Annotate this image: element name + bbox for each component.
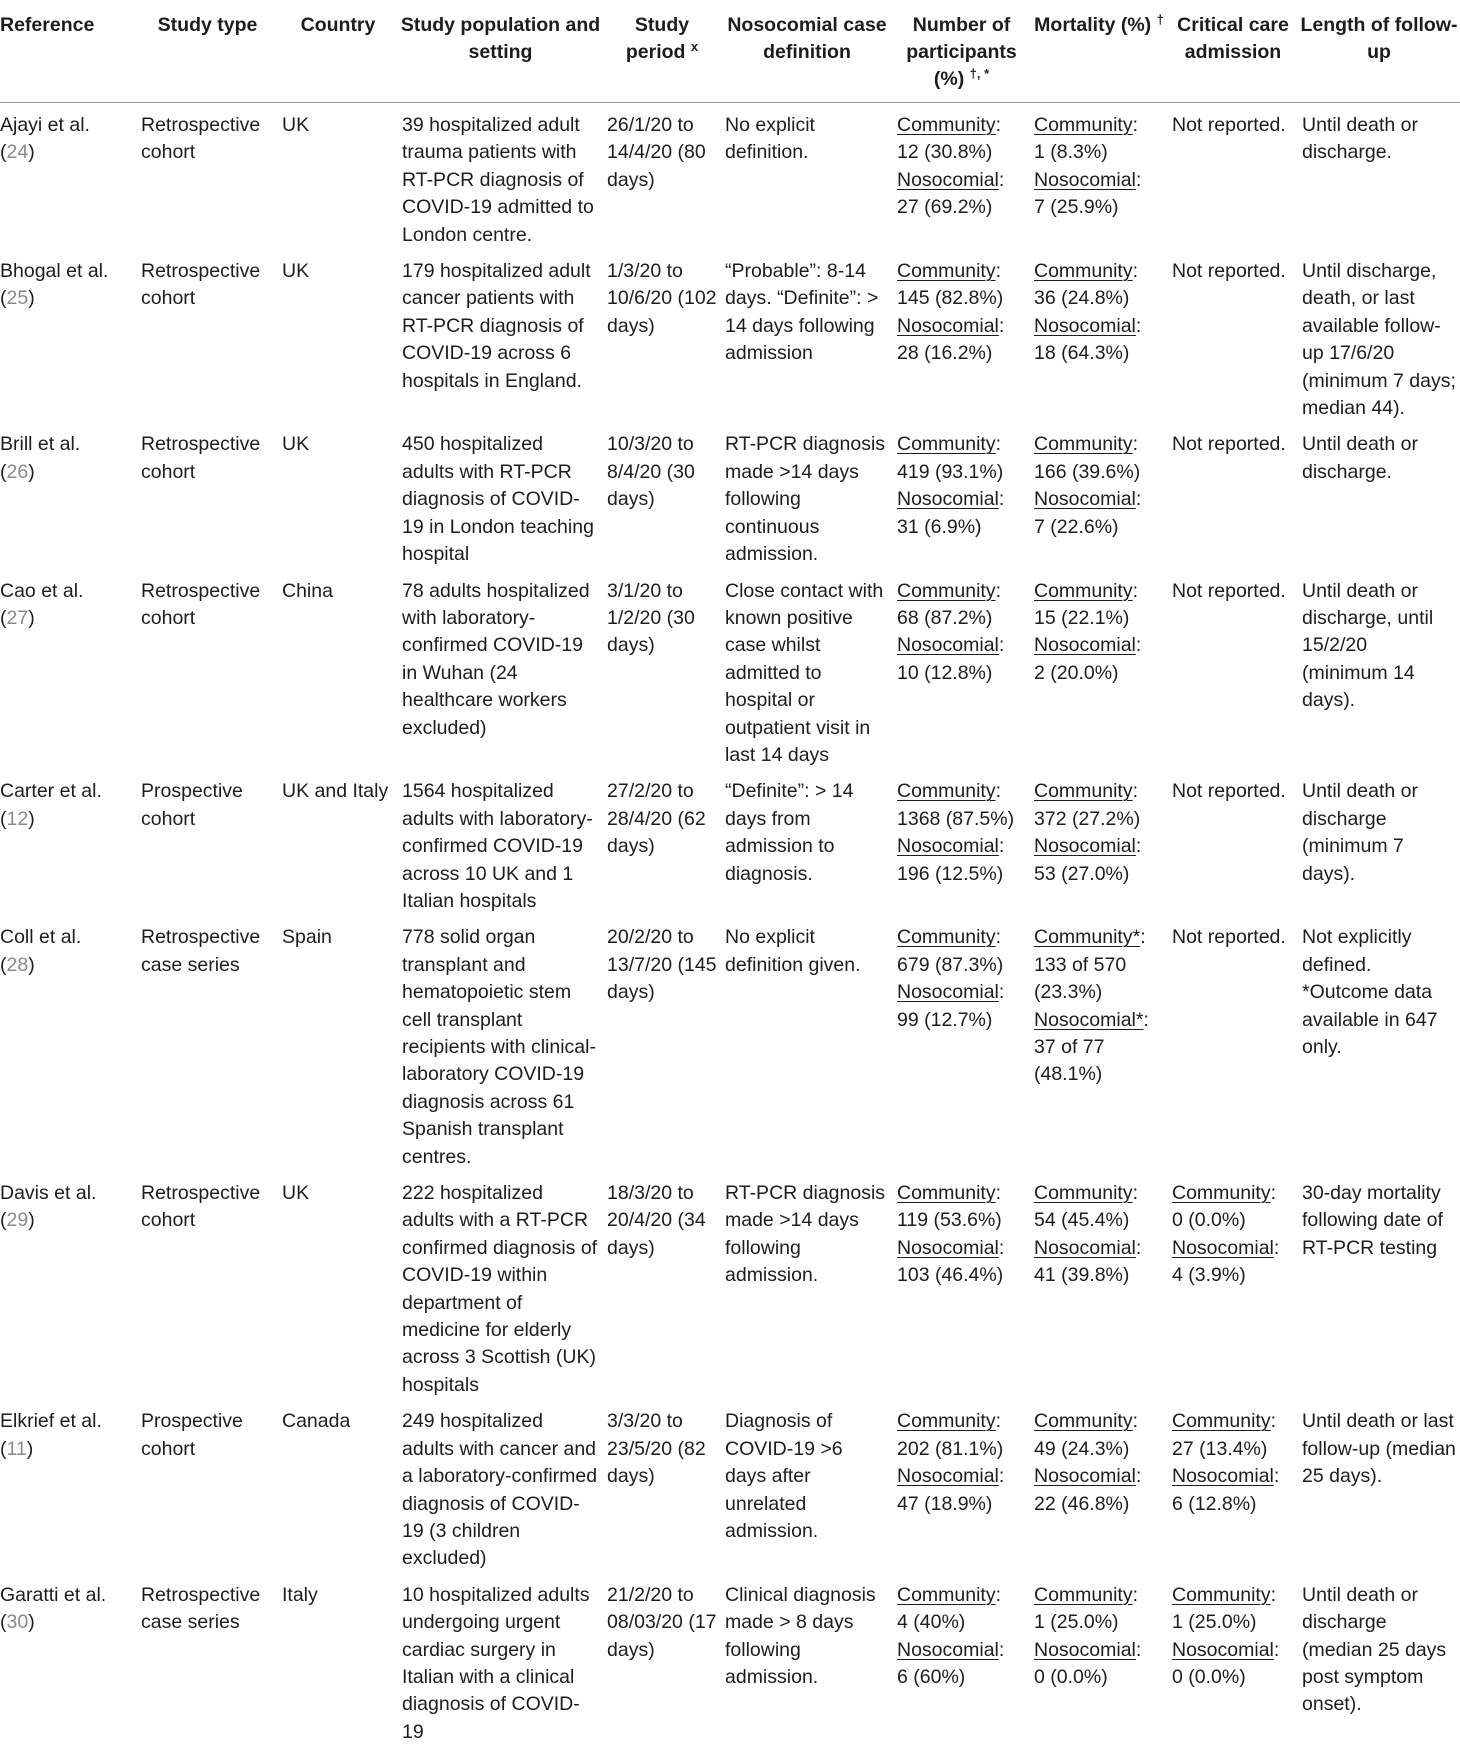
community-label: Community [1172,1182,1271,1205]
reference-link[interactable]: 26 [6,460,29,483]
community-value: 419 (93.1%) [897,460,1004,483]
mortality-cell [1030,769,1168,915]
community-value: 27 (13.4%) [1172,1437,1268,1460]
nosocomial-label: Nosocomial [1172,1638,1274,1661]
reference-link[interactable]: 12 [6,807,29,830]
reference-author: Bhogal et al. [0,260,109,283]
study-period-cell: 10/3/20 to 8/4/20 (30 days) [607,433,695,511]
community-value: 119 (53.6%) [897,1209,1002,1232]
column-header [137,0,278,103]
nosocomial-line: Nosocomial: [1034,1236,1142,1259]
column-header-text: Reference [0,14,95,36]
nosocomial-line: Nosocomial: [897,168,1005,191]
column-header-text: Mortality (%) [1034,14,1152,36]
nosocomial-value: 37 of 77 (48.1%) [1034,1036,1105,1086]
nosocomial-line: Nosocomial: [897,1465,1005,1488]
nosocomial-label: Nosocomial [1172,1465,1274,1488]
nosocomial-line: Nosocomial: [897,488,1005,511]
community-line: Community: [1034,260,1139,283]
case-definition-cell: Clinical diagnosis made > 8 days following admission. [725,1583,876,1688]
nosocomial-label: Nosocomial [897,835,999,858]
population-cell: 78 adults hospitalized with laboratory-confirmed COVID-19 in Wuhan (24 healthcare workers excluded) [402,579,590,739]
reference-author: Davis et al. [0,1182,97,1205]
case-definition-cell: “Probable”: 8-14 days. “Definite”: > 14 days following admission [725,260,879,365]
nosocomial-value: 28 (16.2%) [897,342,993,365]
critical-care-cell [1168,769,1298,915]
reference-link[interactable]: 29 [6,1209,29,1232]
population-cell: 450 hospitalized adults with RT-PCR diagnosis of COVID-19 in London teaching hospital [402,433,594,566]
nosocomial-value: 10 (12.8%) [897,661,993,684]
community-line: Community: [897,1410,1002,1433]
table-row [0,1171,1460,1399]
table-body [0,103,1460,1747]
nosocomial-value: 41 (39.8%) [1034,1264,1130,1287]
nosocomial-line: Nosocomial: [1034,314,1142,337]
table-row [0,569,1460,770]
community-line: Community: [1034,579,1139,602]
community-line: Community: [897,1583,1002,1606]
nosocomial-label: Nosocomial [1172,1236,1274,1259]
table-row [0,769,1460,915]
cell-text: Not reported. [1172,114,1286,136]
study-period-cell: 18/3/20 to 20/4/20 (34 days) [607,1182,706,1259]
nosocomial-line: Nosocomial: [897,634,1005,657]
reference-author: Elkrief et al. [0,1410,102,1433]
study-type-cell: Retrospective cohort [141,1182,261,1232]
community-label: Community [1034,1410,1133,1433]
reference-author: Ajayi et al. [0,114,90,136]
participants-cell [893,769,1030,915]
community-line: Community: [897,1182,1002,1205]
table-row [0,103,1460,250]
community-line: Community: [1034,1410,1139,1433]
nosocomial-line: Nosocomial: [1172,1465,1280,1488]
nosocomial-value: 53 (27.0%) [1034,862,1130,885]
reference-link[interactable]: 25 [6,287,29,310]
reference-author: Garatti et al. [0,1583,107,1606]
community-value: 372 (27.2%) [1034,807,1141,830]
study-type-cell: Retrospective cohort [141,433,261,483]
critical-care-cell [1168,249,1298,422]
follow-up-cell: Until death or discharge (median 25 days post symptom onset). [1302,1583,1447,1716]
nosocomial-label: Nosocomial [1034,835,1136,858]
nosocomial-label: Nosocomial [897,1465,999,1488]
column-header-text: Nosocomial case definition [727,14,887,63]
nosocomial-label: Nosocomial [1034,1465,1136,1488]
nosocomial-label: Nosocomial [1034,1638,1136,1661]
country-cell: UK [282,260,310,283]
critical-care-cell [1168,103,1298,250]
nosocomial-line: Nosocomial: [897,1638,1005,1661]
population-cell: 1564 hospitalized adults with laboratory-confirmed COVID-19 across 10 UK and 1 Italian hospitals [402,780,593,912]
community-label: Community [1034,1583,1133,1606]
community-line: Community: [1034,1182,1139,1205]
community-value: 1368 (87.5%) [897,807,1015,830]
nosocomial-value: 2 (20.0%) [1034,661,1119,684]
population-cell: 10 hospitalized adults undergoing urgent cardiac surgery in Italian with a clinical diagnosis of COVID-19 [402,1583,590,1743]
mortality-cell [1030,422,1168,568]
study-period-cell: 27/2/20 to 28/4/20 (62 days) [607,780,706,858]
reference-author: Cao et al. [0,579,84,602]
follow-up-cell: Until death or discharge, until 15/2/20 (minimum 14 days). [1302,579,1434,712]
community-label: Community [897,926,996,949]
nosocomial-value: 0 (0.0%) [1034,1665,1108,1688]
community-label: Community [1034,114,1133,136]
community-line: Community: [1034,433,1139,456]
follow-up-cell: Until death or discharge. [1302,114,1418,164]
follow-up-cell: Not explicitly defined. *Outcome data available in 647 only. [1302,926,1438,1058]
community-line: Community: [897,780,1002,803]
case-definition-cell: Close contact with known positive case whilst admitted to hospital or outpatient visit in last 14 days [725,579,884,766]
study-period-cell: 1/3/20 to 10/6/20 (102 days) [607,260,717,337]
column-header [1168,0,1298,103]
case-definition-cell: No explicit definition given. [725,926,861,976]
case-definition-cell: “Definite”: > 14 days from admission to diagnosis. [725,780,854,885]
nosocomial-line: Nosocomial: [897,835,1005,858]
community-value: 0 (0.0%) [1172,1209,1246,1232]
community-label: Community [897,114,996,136]
cell-text: Not reported. [1172,579,1286,602]
mortality-cell [1030,915,1168,1171]
community-line: Community: [897,579,1002,602]
mortality-cell [1030,103,1168,250]
population-cell: 778 solid organ transplant and hematopoietic stem cell transplant recipients with clinical-laboratory COVID-19 diagnosis across 61 Spanish transplant centres. [402,926,596,1168]
community-label: Community [1034,260,1133,283]
follow-up-cell: Until death or discharge (minimum 7 days). [1302,780,1418,885]
table-header [0,0,1460,103]
nosocomial-line: Nosocomial: [1034,835,1142,858]
case-definition-cell: No explicit definition. [725,114,815,164]
country-cell: UK [282,433,310,456]
participants-cell [893,249,1030,422]
case-definition-cell: RT-PCR diagnosis made >14 days following continuous admission. [725,433,886,566]
community-value: 1 (25.0%) [1172,1611,1257,1634]
community-value: 36 (24.8%) [1034,287,1130,310]
nosocomial-value: 99 (12.7%) [897,1008,993,1031]
column-header [893,0,1030,103]
reference-link[interactable]: 11 [6,1437,27,1460]
community-value: 679 (87.3%) [897,953,1004,976]
nosocomial-value: 196 (12.5%) [897,862,1004,885]
column-header [1298,0,1460,103]
country-cell: UK [282,114,310,136]
nosocomial-value: 7 (25.9%) [1034,196,1119,219]
reference-cell: Cao et al. (27) [0,579,84,629]
critical-care-cell [1168,569,1298,770]
community-label: Community* [1034,926,1141,949]
header-row [0,0,1460,103]
community-value: 15 (22.1%) [1034,606,1130,629]
follow-up-cell: 30-day mortality following date of RT-PCR testing [1302,1182,1443,1259]
cell-text: Not reported. [1172,260,1286,283]
column-header-footnote-mark: † [1156,12,1164,27]
critical-care-cell [1168,422,1298,568]
critical-care-cell [1168,915,1298,1171]
community-line: Community: [897,433,1002,456]
case-definition-cell: RT-PCR diagnosis made >14 days following admission. [725,1182,886,1287]
participants-cell [893,103,1030,250]
reference-link[interactable]: 30 [6,1611,29,1634]
column-header [398,0,603,103]
nosocomial-line: Nosocomial: [1034,1465,1142,1488]
nosocomial-label: Nosocomial [897,1236,999,1259]
participants-cell [893,1399,1030,1572]
population-cell: 39 hospitalized adult trauma patients with RT-PCR diagnosis of COVID-19 admitted to London centre. [402,114,594,246]
table-row [0,1399,1460,1572]
community-label: Community [897,780,996,803]
nosocomial-line: Nosocomial: [1034,168,1142,191]
reference-cell: Brill et al. (26) [0,433,81,483]
nosocomial-label: Nosocomial [897,981,999,1004]
community-line: Community: [1034,1583,1139,1606]
study-type-cell: Prospective cohort [141,780,243,830]
community-value: 49 (24.3%) [1034,1437,1130,1460]
community-value: 12 (30.8%) [897,141,993,164]
community-value: 1 (8.3%) [1034,141,1108,164]
population-cell: 249 hospitalized adults with cancer and a laboratory-confirmed diagnosis of COVID-19 (3 children excluded) [402,1410,598,1570]
participants-cell [893,569,1030,770]
nosocomial-value: 103 (46.4%) [897,1264,1004,1287]
nosocomial-label: Nosocomial [1034,488,1136,511]
country-cell: UK and Italy [282,780,389,803]
reference-cell: Ajayi et al. (24) [0,114,90,164]
nosocomial-value: 4 (3.9%) [1172,1264,1246,1287]
critical-care-cell [1168,1399,1298,1572]
community-value: 166 (39.6%) [1034,460,1141,483]
community-line: Community: [897,260,1002,283]
study-period-cell: 20/2/20 to 13/7/20 (145 days) [607,926,717,1004]
participants-cell [893,915,1030,1171]
country-cell: UK [282,1182,310,1205]
nosocomial-value: 31 (6.9%) [897,515,982,538]
table-row [0,249,1460,422]
reference-author: Carter et al. [0,780,102,803]
column-header-text: Study population and setting [400,14,601,63]
column-header-text: Study type [157,14,258,36]
reference-cell: Davis et al. (29) [0,1182,97,1232]
community-label: Community [1034,433,1133,456]
community-line: Community: [897,114,1002,136]
column-header-text: Critical care admission [1177,14,1289,63]
community-label: Community [1034,780,1133,803]
case-definition-cell: Diagnosis of COVID-19 >6 days after unrelated admission. [725,1410,843,1542]
reference-link[interactable]: 28 [6,953,29,976]
study-period-cell: 3/1/20 to 1/2/20 (30 days) [607,579,695,657]
follow-up-cell: Until discharge, death, or last available follow-up 17/6/20 (minimum 7 days; median 44). [1302,260,1456,420]
follow-up-cell: Until death or discharge. [1302,433,1418,483]
community-label: Community [897,1583,996,1606]
community-line: Community: [897,926,1002,949]
nosocomial-value: 6 (60%) [897,1665,966,1688]
mortality-cell [1030,1399,1168,1572]
study-type-cell: Retrospective cohort [141,579,261,629]
nosocomial-line: Nosocomial*: [1034,1008,1149,1031]
community-value: 54 (45.4%) [1034,1209,1130,1232]
nosocomial-label: Nosocomial [1034,314,1136,337]
nosocomial-label: Nosocomial [897,488,999,511]
community-line: Community: [1034,114,1139,136]
participants-cell [893,1171,1030,1399]
nosocomial-label: Nosocomial [1034,1236,1136,1259]
reference-author: Coll et al. [0,926,82,949]
community-value: 68 (87.2%) [897,606,993,629]
community-label: Community [897,1410,996,1433]
column-header [721,0,893,103]
nosocomial-value: 0 (0.0%) [1172,1665,1246,1688]
table-row [0,915,1460,1171]
nosocomial-line: Nosocomial: [897,1236,1005,1259]
column-header-text: Study period [625,14,690,63]
study-type-cell: Prospective cohort [141,1410,243,1460]
community-label: Community [1034,1182,1133,1205]
column-header [1030,0,1168,103]
country-cell: China [282,579,333,602]
country-cell: Canada [282,1410,351,1433]
table-row [0,422,1460,568]
column-header-text: Length of follow-up [1300,14,1458,63]
community-label: Community [897,260,996,283]
column-header [603,0,721,103]
mortality-cell [1030,1573,1168,1746]
community-value: 1 (25.0%) [1034,1611,1119,1634]
nosocomial-line: Nosocomial: [1034,634,1142,657]
cell-text: Not reported. [1172,780,1286,803]
community-label: Community [1172,1583,1271,1606]
column-header-text: Number of participants (%) [906,14,1017,90]
reference-cell: Garatti et al. (30) [0,1583,107,1634]
community-line: Community: [1172,1410,1277,1433]
mortality-cell [1030,249,1168,422]
community-label: Community [1172,1410,1271,1433]
population-cell: 179 hospitalized adult cancer patients with RT-PCR diagnosis of COVID-19 across 6 hospitals in England. [402,260,591,392]
critical-care-cell [1168,1573,1298,1746]
community-value: 145 (82.8%) [897,287,1004,310]
nosocomial-value: 47 (18.9%) [897,1492,993,1515]
mortality-cell [1030,569,1168,770]
column-header-footnote-mark: †, * [969,66,990,81]
follow-up-cell: Until death or last follow-up (median 25 days). [1302,1410,1456,1488]
nosocomial-line: Nosocomial: [1172,1638,1280,1661]
cell-text: Not reported. [1172,926,1286,949]
critical-care-cell [1168,1171,1298,1399]
population-cell: 222 hospitalized adults with a RT-PCR confirmed diagnosis of COVID-19 within department of medicine for elderly across 3 Scottish (UK) hospitals [402,1182,598,1396]
column-header [278,0,398,103]
table-row [0,1573,1460,1746]
nosocomial-line: Nosocomial: [1172,1236,1280,1259]
mortality-cell [1030,1171,1168,1399]
community-label: Community [897,1182,996,1205]
reference-cell: Carter et al. (12) [0,780,102,830]
nosocomial-label: Nosocomial [1034,168,1136,191]
community-line: Community*: [1034,926,1146,949]
community-value: 4 (40%) [897,1611,966,1634]
nosocomial-label: Nosocomial* [1034,1008,1144,1031]
participants-cell [893,422,1030,568]
reference-cell: Elkrief et al. (11) [0,1410,102,1460]
reference-link[interactable]: 27 [6,606,29,629]
nosocomial-value: 18 (64.3%) [1034,342,1130,365]
nosocomial-label: Nosocomial [897,168,999,191]
study-type-cell: Retrospective case series [141,926,261,976]
study-type-cell: Retrospective cohort [141,260,261,310]
study-period-cell: 3/3/20 to 23/5/20 (82 days) [607,1410,706,1488]
nosocomial-value: 22 (46.8%) [1034,1492,1130,1515]
participants-cell [893,1573,1030,1746]
nosocomial-label: Nosocomial [897,314,999,337]
nosocomial-line: Nosocomial: [1034,488,1142,511]
nosocomial-label: Nosocomial [897,634,999,657]
nosocomial-label: Nosocomial [1034,634,1136,657]
nosocomial-label: Nosocomial [897,1638,999,1661]
nosocomial-line: Nosocomial: [897,314,1005,337]
community-value: 133 of 570 (23.3%) [1034,953,1127,1004]
cell-text: Not reported. [1172,433,1286,456]
community-value: 202 (81.1%) [897,1437,1004,1460]
column-header-text: Country [300,14,376,36]
community-label: Community [897,579,996,602]
nosocomial-line: Nosocomial: [1034,1638,1142,1661]
reference-link[interactable]: 24 [6,141,29,164]
nosocomial-line: Nosocomial: [897,981,1005,1004]
study-type-cell: Retrospective case series [141,1583,261,1634]
study-period-cell: 21/2/20 to 08/03/20 (17 days) [607,1583,717,1661]
column-header [0,0,137,103]
nosocomial-value: 27 (69.2%) [897,196,993,219]
reference-cell: Coll et al. (28) [0,926,82,976]
reference-author: Brill et al. [0,433,81,456]
reference-cell: Bhogal et al. (25) [0,260,109,310]
community-label: Community [1034,579,1133,602]
study-period-cell: 26/1/20 to 14/4/20 (80 days) [607,114,706,191]
country-cell: Italy [282,1583,318,1606]
study-type-cell: Retrospective cohort [141,114,261,164]
nosocomial-value: 7 (22.6%) [1034,515,1119,538]
nosocomial-value: 6 (12.8%) [1172,1492,1257,1515]
community-line: Community: [1172,1583,1277,1606]
country-cell: Spain [282,926,332,949]
community-line: Community: [1172,1182,1277,1205]
column-header-footnote-mark: x [690,39,699,54]
community-label: Community [897,433,996,456]
community-line: Community: [1034,780,1139,803]
